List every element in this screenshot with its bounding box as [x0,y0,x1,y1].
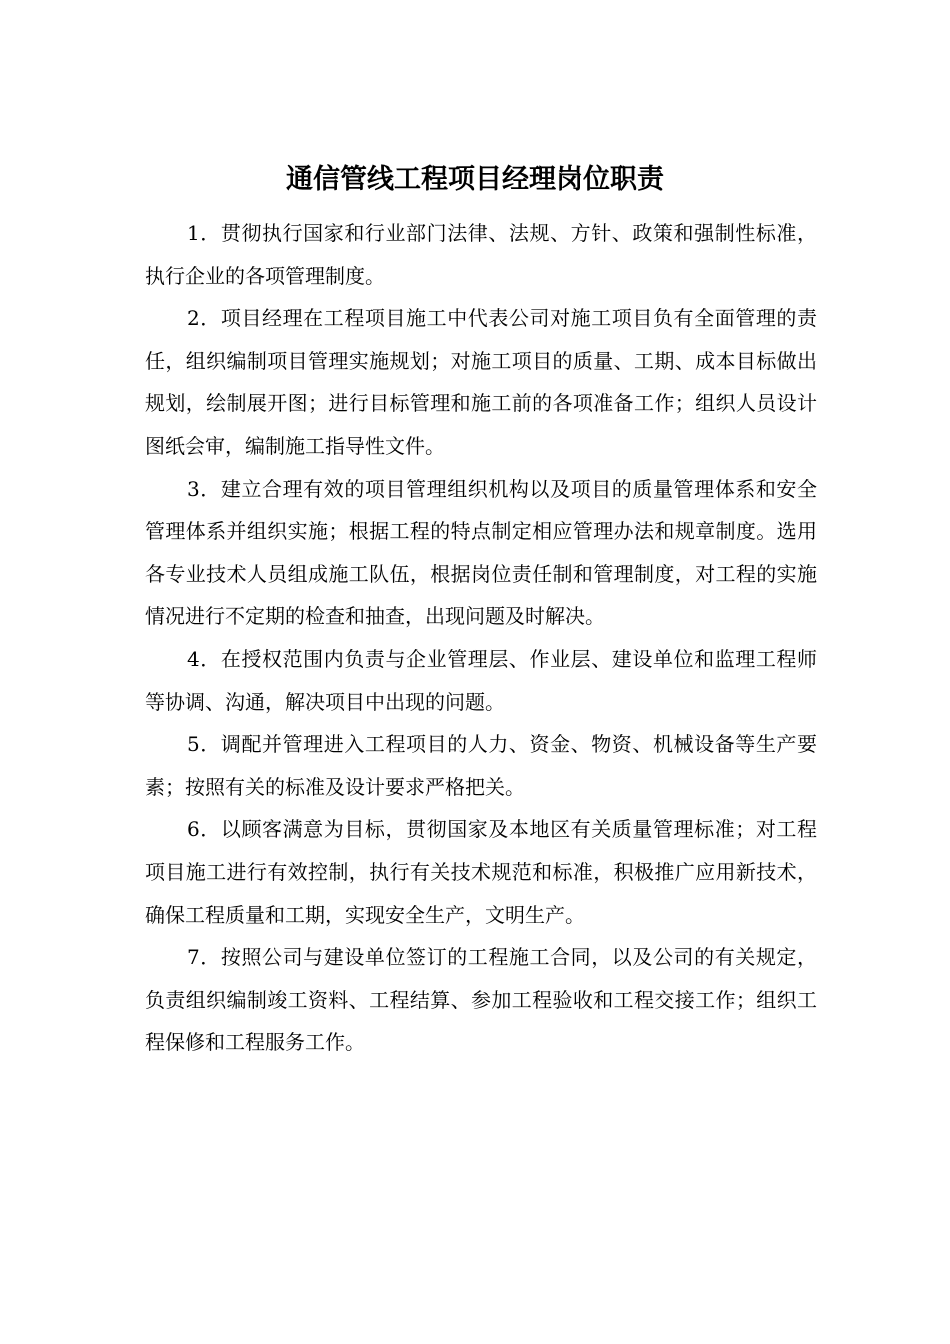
paragraph-5: 5．调配并管理进入工程项目的人力、资金、物资、机械设备等生产要素；按照有关的标准及设计要求严格把关。 [145,732,817,799]
paragraph-7: 7．按照公司与建设单位签订的工程施工合同，以及公司的有关规定，负责组织编制竣工资料、工程结算、参加工程验收和工程交接工作；组织工程保修和工程服务工作。 [145,945,817,1055]
paragraph-2: 2．项目经理在工程项目施工中代表公司对施工项目负有全面管理的责任，组织编制项目管理实施规划；对施工项目的质量、工期、成本目标做出规划，绘制展开图；进行目标管理和施工前的各项准备工作；组织人员设计图纸会审，编制施工指导性文件。 [145,306,817,458]
paragraph-1: 1．贯彻执行国家和行业部门法律、法规、方针、政策和强制性标准，执行企业的各项管理制度。 [145,221,817,288]
paragraph-6: 6．以顾客满意为目标，贯彻国家及本地区有关质量管理标准；对工程项目施工进行有效控制，执行有关技术规范和标准，积极推广应用新技术，确保工程质量和工期，实现安全生产，文明生产。 [145,817,817,927]
paragraph-3: 3．建立合理有效的项目管理组织机构以及项目的质量管理体系和安全管理体系并组织实施；根据工程的特点制定相应管理办法和规章制度。选用各专业技术人员组成施工队伍，根据岗位责任制和管理制度，对工程的实施情况进行不定期的检查和抽查，出现问题及时解决。 [145,476,817,629]
document-title: 通信管线工程项目经理岗位职责 [286,164,664,195]
paragraph-4: 4．在授权范围内负责与企业管理层、作业层、建设单位和监理工程师等协调、沟通，解决项目中出现的问题。 [145,646,817,714]
document-body [145,212,817,1064]
